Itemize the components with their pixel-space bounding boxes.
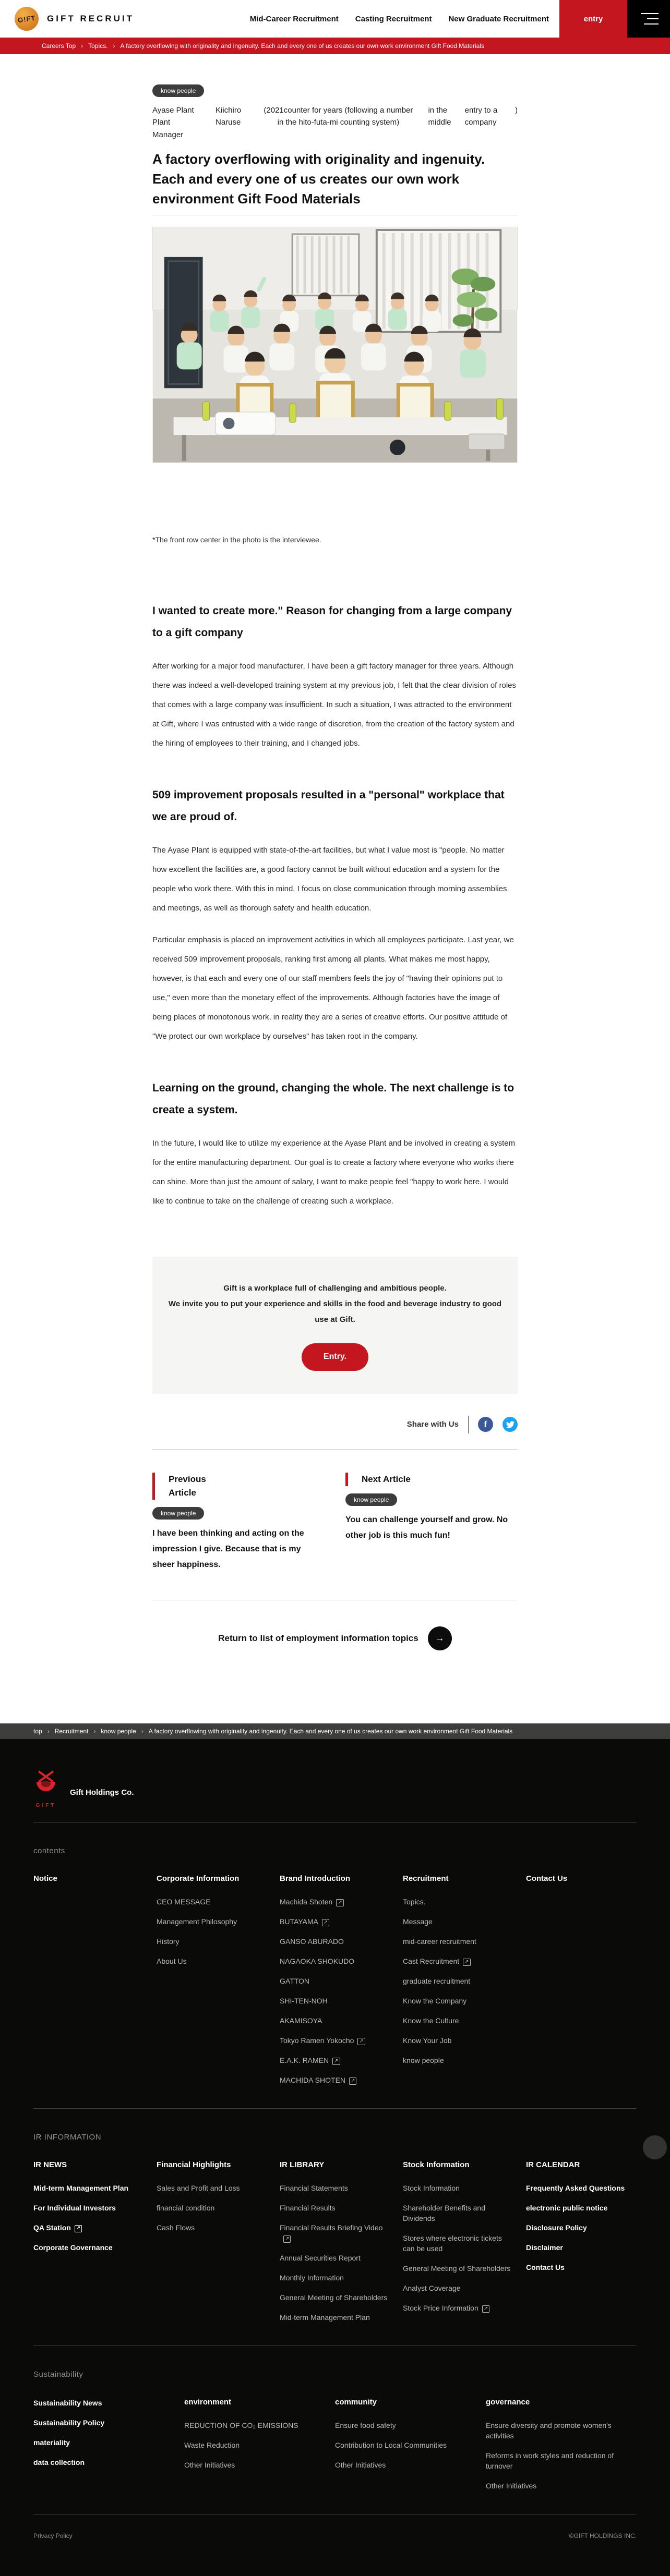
footer-link[interactable]: financial condition <box>157 2203 215 2212</box>
footer-col-corporate <box>157 1874 267 2095</box>
share-row <box>152 1416 518 1433</box>
footer-link[interactable]: Sustainability Policy <box>33 2418 105 2427</box>
breadcrumb-separator <box>76 42 88 50</box>
return-to-list-link[interactable] <box>152 1626 518 1723</box>
footer-link[interactable]: Sales and Profit and Loss <box>157 2183 240 2192</box>
breadcrumb <box>0 38 670 54</box>
footer-link[interactable]: E.A.K. RAMEN↗ <box>280 2055 390 2065</box>
footer-col-ir-calendar <box>526 2160 637 2332</box>
category-badge: know people <box>152 1507 204 1520</box>
footer-col-ir-library <box>280 2160 390 2332</box>
footer-breadcrumb-recruitment[interactable]: Recruitment <box>54 1727 89 1735</box>
site-logo-text: GIFT RECRUIT <box>47 14 134 23</box>
breadcrumb-careers-top[interactable]: Careers Top <box>42 42 76 50</box>
entry-cta-button[interactable]: Entry. <box>302 1343 368 1371</box>
footer-header-community[interactable]: community <box>335 2397 377 2407</box>
cta-line1: Gift is a workplace full of challenging and ambitious people. <box>223 1283 447 1293</box>
footer-link[interactable]: Shareholder Benefits and Dividends <box>403 2203 485 2222</box>
footer-contents-title: contents <box>33 1846 65 1855</box>
hamburger-menu-button[interactable] <box>627 0 670 38</box>
page-title: A factory overflowing with originality and ingenuity. Each and every one of us creates our own work environment Gift Food Materials <box>152 151 485 206</box>
footer-link[interactable]: GANSO ABURADO <box>280 1937 344 1946</box>
footer-header-financial-highlights[interactable]: Financial Highlights <box>157 2160 231 2169</box>
footer-company-name: Gift Holdings Co. <box>70 1788 134 1797</box>
nav-casting[interactable]: Casting Recruitment <box>355 14 432 23</box>
footer-col-contact <box>526 1874 637 2095</box>
footer-header-recruitment[interactable]: Recruitment <box>403 1874 449 1883</box>
footer-link[interactable]: Know the Company <box>403 1996 467 2005</box>
footer-link[interactable]: Know Your Job <box>403 2036 452 2045</box>
footer-link[interactable]: QA Station↗ <box>33 2222 144 2233</box>
footer-header-brands[interactable]: Brand Introduction <box>280 1874 350 1883</box>
footer-link[interactable]: About Us <box>157 1957 187 1965</box>
footer-link-notice[interactable]: Notice <box>33 1874 57 1883</box>
footer-link[interactable]: Cast Recruitment↗ <box>403 1956 513 1966</box>
next-article-title[interactable]: You can challenge yourself and grow. No other job is this much fun! <box>345 1515 508 1540</box>
footer-link[interactable]: General Meeting of Shareholders <box>280 2293 388 2302</box>
footer-link[interactable]: MACHIDA SHOTEN↗ <box>280 2075 390 2085</box>
footer-link[interactable]: CEO MESSAGE <box>157 1897 211 1906</box>
footer-header-corporate[interactable]: Corporate Information <box>157 1874 240 1883</box>
footer-link[interactable]: mid-career recruitment <box>403 1937 476 1946</box>
external-link-icon <box>357 2038 365 2045</box>
footer-link[interactable]: Other Initiatives <box>335 2460 386 2469</box>
external-link-icon <box>332 2058 340 2065</box>
divider <box>152 1449 518 1450</box>
footer-link[interactable]: General Meeting of Shareholders <box>403 2264 511 2273</box>
footer-link[interactable]: Monthly Information <box>280 2273 344 2282</box>
category-badge[interactable]: know people <box>152 84 204 97</box>
section-heading: Learning on the ground, changing the whole. The next challenge is to create a system. <box>152 1082 515 1116</box>
site-header <box>0 0 670 38</box>
previous-article-card[interactable] <box>152 1473 325 1573</box>
footer-link[interactable]: Stock Information <box>403 2183 460 2192</box>
footer-link[interactable]: GATTON <box>280 1976 310 1985</box>
external-link-icon <box>75 2225 82 2232</box>
breadcrumb-separator <box>88 1728 101 1735</box>
article <box>152 54 518 1723</box>
interviewee-note4: ) <box>515 106 518 115</box>
gift-logo-icon: G!FT <box>15 7 39 31</box>
footer-link[interactable]: Know the Culture <box>403 2016 459 2025</box>
footer-header-ir-library[interactable]: IR LIBRARY <box>280 2160 325 2169</box>
footer-link[interactable]: graduate recruitment <box>403 1976 471 1985</box>
footer-header-stock-information[interactable]: Stock Information <box>403 2160 470 2169</box>
footer-link[interactable]: Sustainability News <box>33 2398 102 2407</box>
footer-link[interactable]: Disclaimer <box>526 2243 563 2252</box>
footer-link[interactable]: NAGAOKA SHOKUDO <box>280 1957 355 1965</box>
previous-article-title[interactable]: I have been thinking and acting on the impression I give. Because that is my sheer happiness. <box>152 1528 304 1569</box>
footer-breadcrumb-top[interactable]: top <box>33 1727 42 1735</box>
footer-col-governance <box>486 2398 624 2500</box>
hamburger-line <box>647 18 659 19</box>
footer-link[interactable]: History <box>157 1937 180 1946</box>
footer-link[interactable]: Analyst Coverage <box>403 2283 461 2292</box>
article-pager <box>152 1473 518 1573</box>
interviewee-note: (2021counter for years (following a number in the hito-futa-mi counting system) <box>264 106 413 127</box>
next-article-label: Next Article <box>345 1473 413 1486</box>
interviewee-note3: entry to a company <box>464 106 498 127</box>
footer-link[interactable]: Other Initiatives <box>184 2460 235 2469</box>
interviewee-meta <box>152 104 518 141</box>
external-link-icon <box>349 2077 356 2085</box>
copyright-text: ©GIFT HOLDINGS INC. <box>569 2532 637 2539</box>
footer-link[interactable]: For Individual Investors <box>33 2203 116 2212</box>
footer-link[interactable]: know people <box>403 2056 444 2064</box>
section-paragraph: Particular emphasis is placed on improvement activities in which all employees participate. Last year, we received 509 improvement proposals, ranking first among all plants. What makes me most happy, however, is that each and every one of our staff members feels the joy of "having their opinions put to use," even more than the monetary effect of the improvements. Although factories have the image of being places of monotonous work, in reality they are a series of creative efforts. Our positive attitude of "We protect our own workplace by ourselves" has taken root in the company. <box>152 935 514 1041</box>
footer-link[interactable]: Financial Statements <box>280 2183 348 2192</box>
footer-link[interactable]: Topics. <box>403 1897 426 1906</box>
section-heading: 509 improvement proposals resulted in a "personal" workplace that we are proud of. <box>152 788 505 823</box>
gift-holdings-logo-text: GIFT <box>35 1802 56 1808</box>
external-link-icon <box>336 1899 343 1906</box>
footer-link[interactable]: Reforms in work styles and reduction of turnover <box>486 2451 614 2470</box>
external-link-icon <box>482 2305 489 2313</box>
footer-link[interactable]: Stock Price Information↗ <box>403 2303 513 2313</box>
site-logo[interactable] <box>0 7 134 31</box>
external-link-icon <box>322 1919 329 1926</box>
photo-caption: *The front row center in the photo is the interviewee. <box>152 535 321 544</box>
return-to-list-label: Return to list of employment information topics <box>218 1633 418 1643</box>
footer-link-contact-us[interactable]: Contact Us <box>526 1874 568 1883</box>
footer-link[interactable]: Ensure food safety <box>335 2421 396 2429</box>
next-article-card[interactable] <box>345 1473 518 1573</box>
footer-link[interactable]: Contact Us <box>526 2263 565 2271</box>
footer-link[interactable]: Contribution to Local Communities <box>335 2440 447 2449</box>
footer-link[interactable]: electronic public notice <box>526 2203 608 2212</box>
footer-header-ir-calendar[interactable]: IR CALENDAR <box>526 2160 580 2169</box>
footer-col-recruitment <box>403 1874 513 2095</box>
footer-col-notice <box>33 1874 144 2095</box>
footer-ir-title: IR INFORMATION <box>33 2132 102 2142</box>
footer-col-environment <box>184 2398 322 2500</box>
section-heading: I wanted to create more." Reason for changing from a large company to a gift company <box>152 604 512 639</box>
cta-line2: We invite you to put your experience and skills in the food and beverage industry to good use at Gift. <box>168 1299 502 1324</box>
interviewee-note2: in the middle <box>428 106 451 127</box>
share-divider <box>468 1416 469 1433</box>
footer-link[interactable]: Stores where electronic tickets can be used <box>403 2233 502 2253</box>
article-photo <box>152 227 518 463</box>
footer-col-ir-news <box>33 2160 144 2332</box>
footer-link[interactable]: Corporate Governance <box>33 2243 113 2252</box>
breadcrumb-separator <box>136 1728 149 1735</box>
footer-link[interactable]: Tokyo Ramen Yokocho↗ <box>280 2035 390 2046</box>
footer-link[interactable]: Mid-term Management Plan <box>280 2313 370 2322</box>
footer-link[interactable]: Management Philosophy <box>157 1917 237 1926</box>
footer-header-ir-news[interactable]: IR NEWS <box>33 2160 67 2169</box>
footer-link[interactable]: Other Initiatives <box>486 2481 537 2490</box>
interviewee-name: Kiichiro Naruse <box>216 106 242 127</box>
interviewee-role: Ayase Plant Plant Manager <box>152 106 194 139</box>
footer-link[interactable]: SHI-TEN-NOH <box>280 1996 328 2005</box>
entry-button[interactable]: entry <box>559 0 627 38</box>
footer-link[interactable]: materiality <box>33 2438 70 2447</box>
previous-article-label: Previous Article <box>152 1473 220 1500</box>
footer-link[interactable]: Machida Shoten↗ <box>280 1897 390 1907</box>
footer-link[interactable]: Disclosure Policy <box>526 2223 587 2232</box>
breadcrumb-separator <box>108 42 121 50</box>
privacy-policy-link[interactable]: Privacy Policy <box>33 2532 73 2539</box>
external-link-icon <box>463 1959 470 1966</box>
footer-link[interactable]: Financial Results Briefing Video↗ <box>280 2222 390 2243</box>
twitter-icon[interactable] <box>502 1417 518 1432</box>
footer-sustainability-title: Sustainability <box>33 2370 83 2379</box>
entry-cta-box <box>152 1257 518 1394</box>
category-badge: know people <box>345 1493 397 1506</box>
footer-link[interactable]: Message <box>403 1917 433 1926</box>
facebook-icon[interactable]: f <box>478 1417 493 1432</box>
breadcrumb-topics[interactable]: Topics. <box>88 42 108 50</box>
section-paragraph: The Ayase Plant is equipped with state-of-the-art facilities, but what I value most is "people. No matter how excellent the facilities are, a good factory cannot be built without education and a system for the people who work there. With this in mind, I focus on close communication through morning assemblies and meetings, as well as thorough safety and health education. <box>152 845 507 913</box>
nav-mid-career[interactable]: Mid-Career Recruitment <box>249 14 339 23</box>
share-label: Share with Us <box>406 1420 459 1429</box>
footer-link[interactable]: Annual Securities Report <box>280 2253 361 2262</box>
section-paragraph: After working for a major food manufacturer, I have been a gift factory manager for three years. Although there was indeed a well-developed training system at my previous job, I felt that the clear division of roles that comes with a large company was insufficient. In such a situation, I was attracted to the environment at Gift, where I was entrusted with a wide range of discretion, from the creation of the factory system and the hiring of employees to their training, and I changed jobs. <box>152 661 517 748</box>
arrow-right-icon: → <box>428 1626 452 1650</box>
external-link-icon <box>283 2235 291 2243</box>
footer-contents-grid <box>33 1874 637 2095</box>
footer-link[interactable]: AKAMISOYA <box>280 2016 322 2025</box>
footer-col-sustainability-main <box>33 2398 172 2500</box>
breadcrumb-current: A factory overflowing with originality and ingenuity. Each and every one of us creates our own work environment Gift Food Materials <box>120 42 484 50</box>
footer-breadcrumb <box>0 1723 670 1739</box>
gift-holdings-logo-icon[interactable] <box>33 1770 58 1808</box>
footer-col-brands <box>280 1874 390 2095</box>
footer-link[interactable]: Mid-term Management Plan <box>33 2183 129 2192</box>
footer-link[interactable]: Frequently Asked Questions <box>526 2183 625 2192</box>
site-footer <box>0 1739 670 2576</box>
footer-col-financial-highlights <box>157 2160 267 2332</box>
footer-divider <box>33 2108 637 2109</box>
footer-link[interactable]: Financial Results <box>280 2203 336 2212</box>
footer-link[interactable]: Waste Reduction <box>184 2440 240 2449</box>
footer-header-governance[interactable]: governance <box>486 2397 530 2407</box>
footer-col-community <box>335 2398 473 2500</box>
footer-link[interactable]: BUTAYAMA↗ <box>280 1916 390 1927</box>
section-paragraph: In the future, I would like to utilize my experience at the Ayase Plant and be involved in creating a system for the entire manufacturing department. Our goal is to create a factory where everyone who works there can shine. More than just the amount of salary, I want to make people feel "happy to work here. I would like to continue to take on the challenge of creating such a workplace. <box>152 1138 516 1206</box>
hamburger-line <box>644 23 659 25</box>
breadcrumb-separator <box>42 1728 55 1735</box>
scroll-to-top-button[interactable] <box>643 2135 667 2159</box>
footer-sustainability-grid <box>33 2398 637 2500</box>
footer-link[interactable]: data collection <box>33 2458 85 2466</box>
footer-header-environment[interactable]: environment <box>184 2397 232 2407</box>
footer-link[interactable]: REDUCTION OF CO₂ EMISSIONS <box>184 2421 298 2429</box>
nav-new-graduate[interactable]: New Graduate Recruitment <box>448 14 549 23</box>
footer-breadcrumb-know-people[interactable]: know people <box>101 1727 136 1735</box>
main-nav <box>250 15 549 23</box>
footer-link[interactable]: Ensure diversity and promote women's activities <box>486 2421 612 2440</box>
hamburger-line <box>641 13 659 14</box>
footer-link[interactable]: Cash Flows <box>157 2223 195 2232</box>
footer-col-stock-information <box>403 2160 513 2332</box>
footer-breadcrumb-current: A factory overflowing with originality and ingenuity. Each and every one of us creates our own work environment Gift Food Materials <box>148 1727 513 1735</box>
footer-ir-grid <box>33 2160 637 2332</box>
